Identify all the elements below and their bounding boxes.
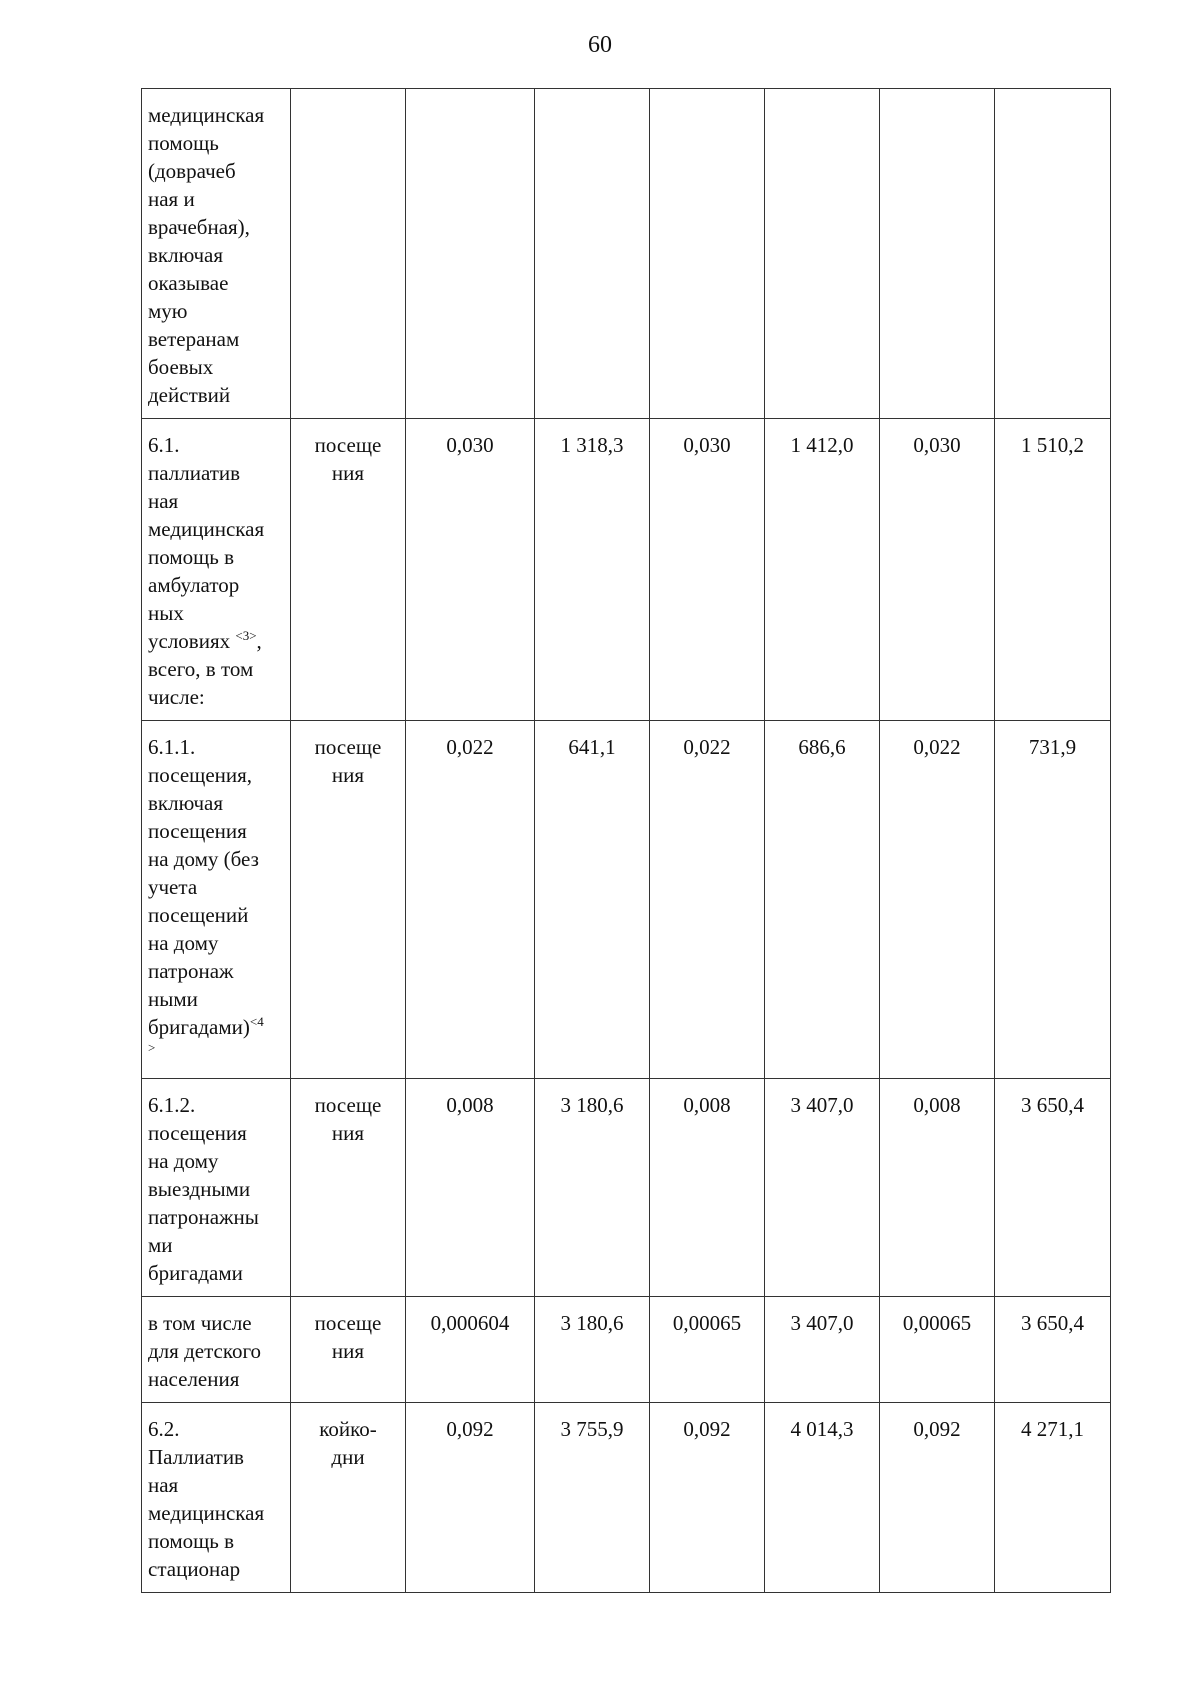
value-cell: 0,008 — [880, 1079, 995, 1297]
value-cell: 3 407,0 — [765, 1297, 880, 1403]
unit-cell: посеще ния — [291, 721, 406, 1079]
unit-cell: посеще ния — [291, 419, 406, 721]
footnote-ref: <3> — [235, 628, 257, 643]
value-cell: 3 180,6 — [535, 1079, 650, 1297]
value-cell: 3 650,4 — [995, 1079, 1111, 1297]
value-cell: 0,022 — [650, 721, 765, 1079]
value-cell: 686,6 — [765, 721, 880, 1079]
value-cell: 1 318,3 — [535, 419, 650, 721]
table-row — [142, 721, 1111, 1079]
row-label: 6.1. паллиатив ная медицинская помощь в амбулатор ных условиях $^{<3>}$, всего, в том числе: — [142, 419, 291, 721]
value-cell — [406, 89, 535, 419]
tariff-table — [141, 88, 1111, 1593]
value-cell: 0,022 — [880, 721, 995, 1079]
row-label: 6.1.2. посещения на дому выездными патронажны ми бригадами — [142, 1079, 291, 1297]
value-cell: 641,1 — [535, 721, 650, 1079]
table-row — [142, 1403, 1111, 1593]
value-cell: 3 407,0 — [765, 1079, 880, 1297]
value-cell — [995, 89, 1111, 419]
value-cell: 1 412,0 — [765, 419, 880, 721]
value-cell: 0,00065 — [650, 1297, 765, 1403]
value-cell: 0,000604 — [406, 1297, 535, 1403]
row-label: 6.1.1. посещения, включая посещения на дому (без учета посещений на дому патронаж ными бригадами)$^{<4}$ > — [142, 721, 291, 1079]
value-cell: 0,030 — [880, 419, 995, 721]
table-row — [142, 1079, 1111, 1297]
value-cell: 0,092 — [406, 1403, 535, 1593]
value-cell: 0,008 — [406, 1079, 535, 1297]
value-cell: 3 180,6 — [535, 1297, 650, 1403]
value-cell: 0,030 — [406, 419, 535, 721]
value-cell: 0,022 — [406, 721, 535, 1079]
row-label: медицинская помощь (доврачеб ная и врачебная), включая оказывае мую ветеранам боевых действий — [142, 89, 291, 419]
value-cell: 4 014,3 — [765, 1403, 880, 1593]
table-row — [142, 1297, 1111, 1403]
value-cell: 731,9 — [995, 721, 1111, 1079]
value-cell: 3 650,4 — [995, 1297, 1111, 1403]
footnote-ref: <4 — [249, 1014, 264, 1029]
unit-cell — [291, 89, 406, 419]
value-cell: 0,092 — [880, 1403, 995, 1593]
value-cell: 0,092 — [650, 1403, 765, 1593]
page-number: 60 — [588, 32, 612, 58]
value-cell — [880, 89, 995, 419]
table-row — [142, 419, 1111, 721]
value-cell: 4 271,1 — [995, 1403, 1111, 1593]
unit-cell: посеще ния — [291, 1079, 406, 1297]
unit-cell: койко- дни — [291, 1403, 406, 1593]
value-cell — [650, 89, 765, 419]
row-label: 6.2. Паллиатив ная медицинская помощь в стационар — [142, 1403, 291, 1593]
table-row — [142, 89, 1111, 419]
row-label: в том числе для детского населения — [142, 1297, 291, 1403]
value-cell: 1 510,2 — [995, 419, 1111, 721]
unit-cell: посеще ния — [291, 1297, 406, 1403]
value-cell — [535, 89, 650, 419]
value-cell: 3 755,9 — [535, 1403, 650, 1593]
value-cell: 0,008 — [650, 1079, 765, 1297]
value-cell: 0,00065 — [880, 1297, 995, 1403]
value-cell — [765, 89, 880, 419]
value-cell: 0,030 — [650, 419, 765, 721]
